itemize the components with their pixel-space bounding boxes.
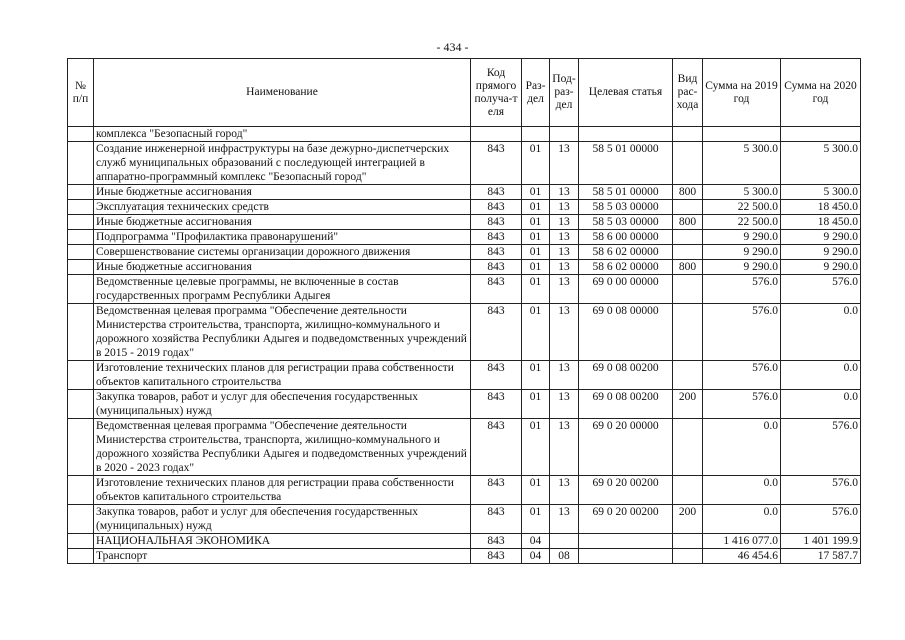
cell-article: 58 5 01 00000 [579, 185, 673, 200]
cell-article [579, 549, 673, 564]
table-row [68, 200, 861, 215]
cell-num [68, 215, 94, 230]
cell-num [68, 127, 94, 142]
table-row [68, 245, 861, 260]
cell-sum-2020: 17 587.7 [781, 549, 861, 564]
cell-article: 69 0 20 00200 [579, 505, 673, 534]
header-vid: Вид рас- хода [673, 59, 703, 127]
cell-sum-2020: 18 450.0 [781, 200, 861, 215]
cell-sum-2020: 9 290.0 [781, 230, 861, 245]
table-row [68, 549, 861, 564]
cell-article: 69 0 08 00000 [579, 304, 673, 361]
table-row [68, 304, 861, 361]
cell-num [68, 476, 94, 505]
cell-name: Иные бюджетные ассигнования [94, 260, 471, 275]
cell-article: 58 5 01 00000 [579, 142, 673, 185]
cell-vid [673, 200, 703, 215]
cell-podrazdel: 13 [550, 505, 579, 534]
cell-podrazdel: 13 [550, 275, 579, 304]
cell-sum-2019: 22 500.0 [703, 200, 781, 215]
cell-article: 58 5 03 00000 [579, 215, 673, 230]
table-row [68, 361, 861, 390]
table-row [68, 534, 861, 549]
cell-podrazdel: 08 [550, 549, 579, 564]
table-row [68, 142, 861, 185]
cell-name: НАЦИОНАЛЬНАЯ ЭКОНОМИКА [94, 534, 471, 549]
cell-code: 843 [471, 534, 522, 549]
cell-num [68, 419, 94, 476]
cell-sum-2019: 22 500.0 [703, 215, 781, 230]
cell-article: 58 6 00 00000 [579, 230, 673, 245]
cell-code: 843 [471, 549, 522, 564]
cell-code: 843 [471, 142, 522, 185]
cell-vid [673, 304, 703, 361]
cell-name: комплекса "Безопасный город" [94, 127, 471, 142]
table-row [68, 275, 861, 304]
cell-podrazdel: 13 [550, 142, 579, 185]
cell-sum-2019: 576.0 [703, 361, 781, 390]
cell-name: Ведомственная целевая программа "Обеспечение деятельности Министерства строительства, транспорта, жилищно-коммунального и дорожного хозяйства Республики Адыгея и подведомственных учреждений в 2015 - 2019 годах" [94, 304, 471, 361]
cell-article: 69 0 08 00200 [579, 361, 673, 390]
cell-code: 843 [471, 419, 522, 476]
cell-name: Изготовление технических планов для регистрации права собственности объектов капитального строительства [94, 476, 471, 505]
table-row [68, 215, 861, 230]
cell-podrazdel [550, 534, 579, 549]
cell-sum-2020: 0.0 [781, 361, 861, 390]
cell-sum-2020: 576.0 [781, 476, 861, 505]
cell-article [579, 127, 673, 142]
cell-podrazdel: 13 [550, 245, 579, 260]
cell-num [68, 142, 94, 185]
cell-sum-2019: 1 416 077.0 [703, 534, 781, 549]
cell-code: 843 [471, 505, 522, 534]
cell-vid: 800 [673, 260, 703, 275]
cell-name: Транспорт [94, 549, 471, 564]
cell-num [68, 549, 94, 564]
cell-vid [673, 419, 703, 476]
budget-table [67, 58, 861, 564]
cell-vid: 800 [673, 215, 703, 230]
cell-num [68, 200, 94, 215]
table-row [68, 419, 861, 476]
cell-name: Ведомственная целевая программа "Обеспечение деятельности Министерства строительства, транспорта, жилищно-коммунального и дорожного хозяйства Республики Адыгея и подведомственных учреждений в 2020 - 2023 годах" [94, 419, 471, 476]
cell-podrazdel: 13 [550, 215, 579, 230]
cell-sum-2020 [781, 127, 861, 142]
cell-vid [673, 245, 703, 260]
cell-sum-2019: 576.0 [703, 390, 781, 419]
header-name: Наименование [94, 59, 471, 127]
table-row [68, 260, 861, 275]
cell-num [68, 534, 94, 549]
cell-vid: 800 [673, 185, 703, 200]
cell-sum-2020: 9 290.0 [781, 260, 861, 275]
cell-podrazdel: 13 [550, 361, 579, 390]
cell-razdel: 01 [522, 390, 550, 419]
cell-podrazdel: 13 [550, 304, 579, 361]
cell-name: Закупка товаров, работ и услуг для обеспечения государственных (муниципальных) нужд [94, 505, 471, 534]
cell-razdel: 01 [522, 215, 550, 230]
cell-sum-2019: 0.0 [703, 505, 781, 534]
cell-sum-2019: 576.0 [703, 275, 781, 304]
cell-num [68, 260, 94, 275]
cell-article: 58 6 02 00000 [579, 245, 673, 260]
cell-article: 69 0 20 00000 [579, 419, 673, 476]
cell-razdel: 01 [522, 200, 550, 215]
table-row [68, 505, 861, 534]
page-number: - 434 - [436, 40, 469, 54]
cell-code: 843 [471, 275, 522, 304]
cell-article [579, 534, 673, 549]
cell-podrazdel: 13 [550, 419, 579, 476]
header-podrazdel: Под- раз- дел [550, 59, 579, 127]
cell-name: Иные бюджетные ассигнования [94, 215, 471, 230]
cell-vid [673, 230, 703, 245]
cell-razdel: 01 [522, 142, 550, 185]
cell-num [68, 505, 94, 534]
cell-razdel: 01 [522, 476, 550, 505]
table-row [68, 390, 861, 419]
cell-sum-2020: 0.0 [781, 390, 861, 419]
cell-code: 843 [471, 245, 522, 260]
cell-sum-2019: 5 300.0 [703, 185, 781, 200]
cell-article: 69 0 00 00000 [579, 275, 673, 304]
cell-article: 58 5 03 00000 [579, 200, 673, 215]
cell-code: 843 [471, 260, 522, 275]
table-header-row [68, 59, 861, 127]
cell-vid [673, 127, 703, 142]
cell-name: Подпрограмма "Профилактика правонарушений" [94, 230, 471, 245]
cell-sum-2020: 9 290.0 [781, 245, 861, 260]
header-article: Целевая статья [579, 59, 673, 127]
cell-article: 69 0 08 00200 [579, 390, 673, 419]
cell-razdel: 01 [522, 419, 550, 476]
header-code: Код прямого получа-т еля [471, 59, 522, 127]
cell-sum-2019 [703, 127, 781, 142]
cell-code: 843 [471, 185, 522, 200]
cell-article: 58 6 02 00000 [579, 260, 673, 275]
cell-podrazdel: 13 [550, 390, 579, 419]
cell-code: 843 [471, 215, 522, 230]
cell-sum-2019: 9 290.0 [703, 245, 781, 260]
cell-vid [673, 361, 703, 390]
cell-sum-2020: 1 401 199.9 [781, 534, 861, 549]
cell-razdel: 01 [522, 230, 550, 245]
cell-vid: 200 [673, 390, 703, 419]
cell-razdel: 01 [522, 275, 550, 304]
cell-name: Закупка товаров, работ и услуг для обеспечения государственных (муниципальных) нужд [94, 390, 471, 419]
header-sum-2019: Сумма на 2019 год [703, 59, 781, 127]
cell-razdel: 04 [522, 549, 550, 564]
cell-name: Изготовление технических планов для регистрации права собственности объектов капитального строительства [94, 361, 471, 390]
cell-num [68, 304, 94, 361]
header-sum-2020: Сумма на 2020 год [781, 59, 861, 127]
cell-code [471, 127, 522, 142]
cell-sum-2020: 5 300.0 [781, 142, 861, 185]
cell-sum-2020: 576.0 [781, 419, 861, 476]
cell-num [68, 230, 94, 245]
cell-vid [673, 534, 703, 549]
cell-sum-2019: 0.0 [703, 419, 781, 476]
cell-code: 843 [471, 361, 522, 390]
cell-sum-2020: 576.0 [781, 505, 861, 534]
cell-razdel: 01 [522, 361, 550, 390]
header-num: № п/п [68, 59, 94, 127]
cell-sum-2020: 0.0 [781, 304, 861, 361]
cell-razdel [522, 127, 550, 142]
cell-vid [673, 476, 703, 505]
cell-name: Совершенствование системы организации дорожного движения [94, 245, 471, 260]
cell-code: 843 [471, 476, 522, 505]
cell-article: 69 0 20 00200 [579, 476, 673, 505]
cell-podrazdel: 13 [550, 476, 579, 505]
table-row [68, 185, 861, 200]
cell-podrazdel: 13 [550, 230, 579, 245]
cell-sum-2019: 46 454.6 [703, 549, 781, 564]
cell-razdel: 04 [522, 534, 550, 549]
cell-razdel: 01 [522, 185, 550, 200]
cell-vid [673, 549, 703, 564]
cell-vid [673, 275, 703, 304]
cell-num [68, 245, 94, 260]
cell-podrazdel: 13 [550, 200, 579, 215]
cell-num [68, 185, 94, 200]
header-razdel: Раз- дел [522, 59, 550, 127]
cell-razdel: 01 [522, 260, 550, 275]
cell-podrazdel: 13 [550, 260, 579, 275]
table-row [68, 476, 861, 505]
cell-code: 843 [471, 304, 522, 361]
cell-podrazdel: 13 [550, 185, 579, 200]
cell-sum-2020: 576.0 [781, 275, 861, 304]
cell-code: 843 [471, 230, 522, 245]
cell-sum-2019: 5 300.0 [703, 142, 781, 185]
cell-num [68, 390, 94, 419]
cell-sum-2020: 18 450.0 [781, 215, 861, 230]
cell-vid [673, 142, 703, 185]
cell-podrazdel [550, 127, 579, 142]
cell-sum-2019: 9 290.0 [703, 260, 781, 275]
cell-name: Иные бюджетные ассигнования [94, 185, 471, 200]
cell-num [68, 361, 94, 390]
cell-name: Эксплуатация технических средств [94, 200, 471, 215]
table-row [68, 230, 861, 245]
cell-code: 843 [471, 200, 522, 215]
cell-razdel: 01 [522, 304, 550, 361]
cell-sum-2019: 9 290.0 [703, 230, 781, 245]
cell-vid: 200 [673, 505, 703, 534]
cell-razdel: 01 [522, 245, 550, 260]
cell-razdel: 01 [522, 505, 550, 534]
cell-sum-2020: 5 300.0 [781, 185, 861, 200]
cell-sum-2019: 0.0 [703, 476, 781, 505]
cell-num [68, 275, 94, 304]
table-row [68, 127, 861, 142]
cell-code: 843 [471, 390, 522, 419]
cell-name: Ведомственные целевые программы, не включенные в состав государственных программ Республики Адыгея [94, 275, 471, 304]
cell-name: Создание инженерной инфраструктуры на базе дежурно-диспетчерских служб муниципальных образований с последующей интеграцией в аппаратно-программный комплекс "Безопасный город" [94, 142, 471, 185]
cell-sum-2019: 576.0 [703, 304, 781, 361]
